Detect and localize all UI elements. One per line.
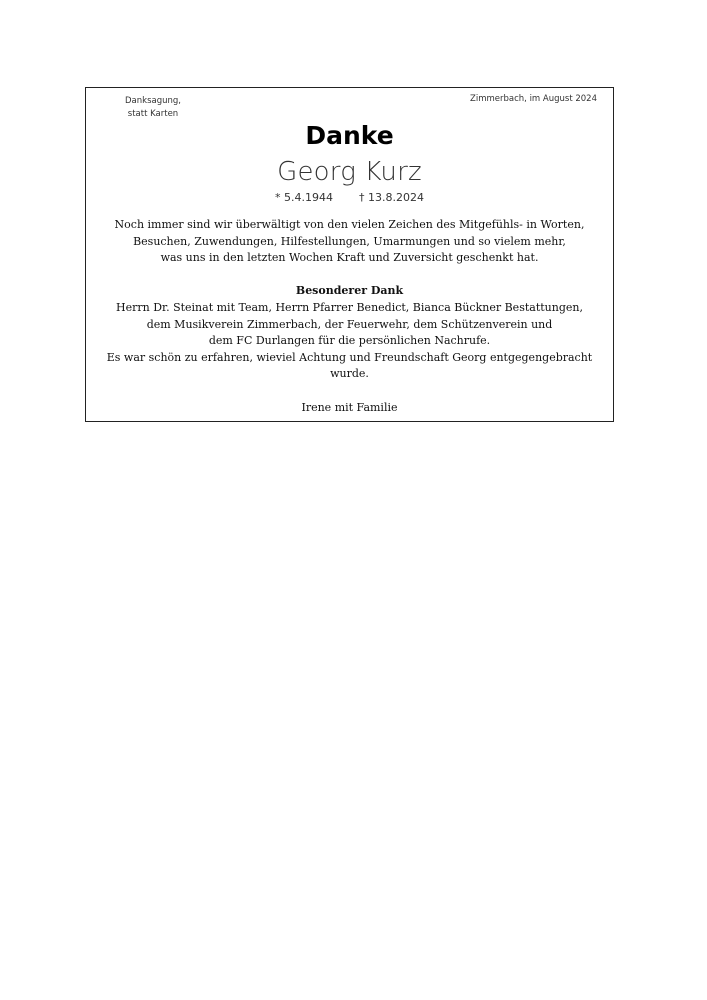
- place-date: Zimmerbach, im August 2024: [470, 94, 597, 104]
- paragraph-line: Besuchen, Zuwendungen, Hilfestellungen, Umarmungen und so vielem mehr,: [133, 234, 566, 248]
- birth-date: * 5.4.1944: [275, 191, 333, 204]
- card-type-line-2: statt Karten: [127, 109, 179, 119]
- paragraph-line: Noch immer sind wir überwältigt von den vielen Zeichen des Mitgefühls- in Worten,: [114, 218, 585, 231]
- special-thanks-line: dem FC Durlangen für die persönlichen Nachrufe.: [208, 334, 491, 348]
- card-title: Danke: [305, 121, 394, 150]
- special-thanks-line: Herrn Dr. Steinat mit Team, Herrn Pfarrer Benedict, Bianca Bückner Bestattungen,: [116, 300, 583, 314]
- message-body: [96, 217, 603, 416]
- special-thanks-heading: Besonderer Dank: [295, 284, 404, 298]
- deceased-name: Georg Kurz: [277, 157, 422, 187]
- card-type-note: [108, 95, 198, 121]
- obituary-card: [85, 87, 614, 422]
- special-thanks-line: Es war schön zu erfahren, wieviel Achtung und Freundschaft Georg entgegengebracht: [106, 350, 593, 364]
- paragraph-line: was uns in den letzten Wochen Kraft und Zuversicht geschenkt hat.: [160, 251, 539, 265]
- special-thanks-line: wurde.: [330, 367, 369, 381]
- signature: Irene mit Familie: [301, 400, 398, 414]
- death-date: † 13.8.2024: [359, 191, 424, 204]
- card-type-line-1: Danksagung,: [125, 96, 181, 106]
- special-thanks-line: dem Musikverein Zimmerbach, der Feuerwehr, dem Schützenverein und: [146, 317, 553, 331]
- life-dates: [86, 191, 613, 205]
